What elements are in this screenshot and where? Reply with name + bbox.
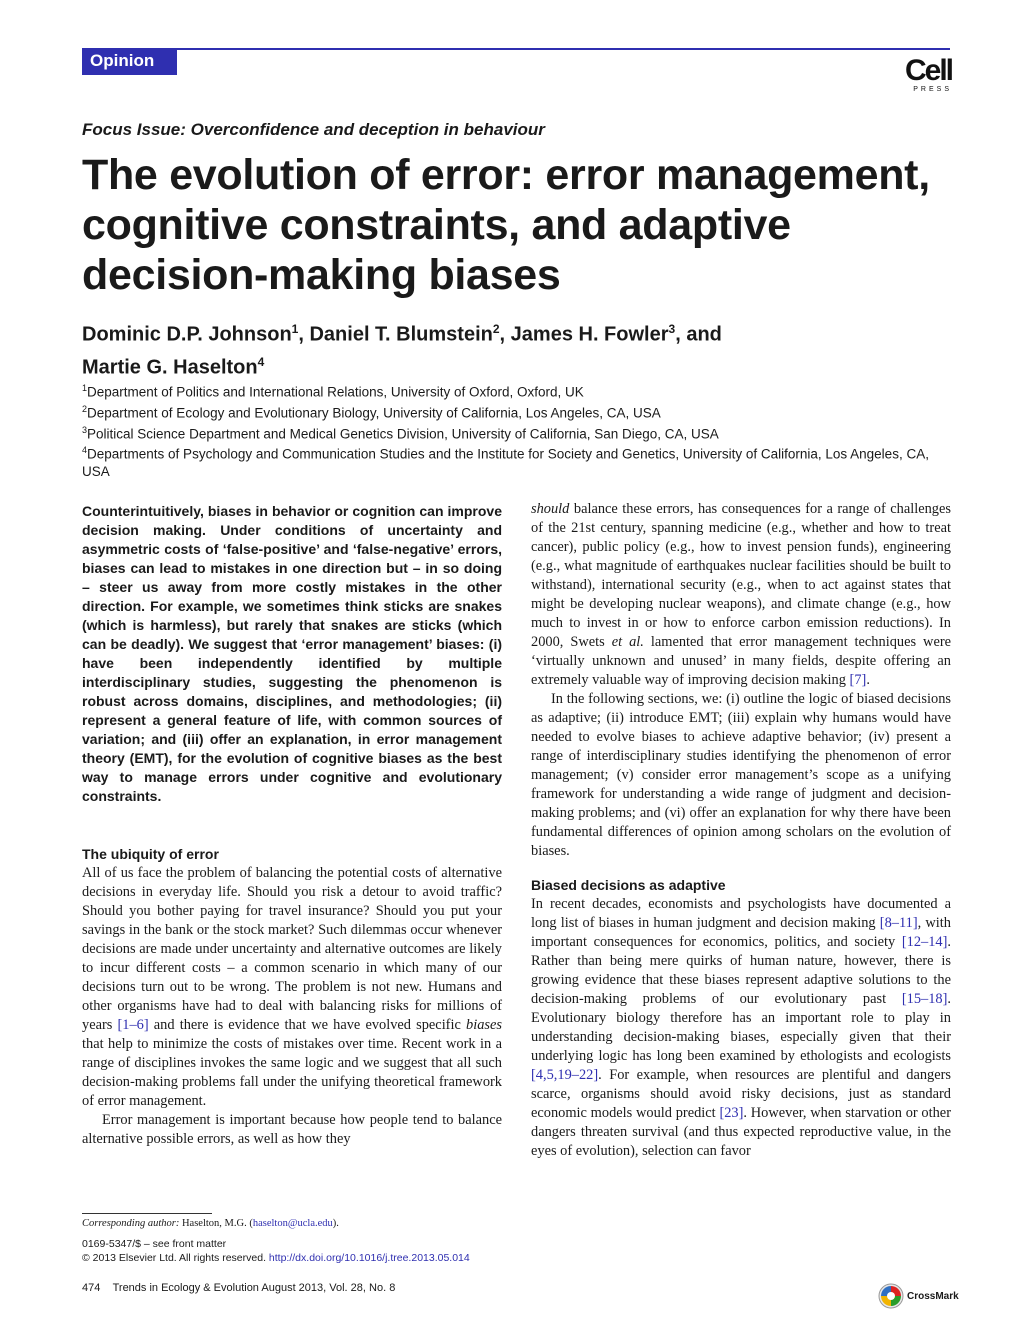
paragraph: [531, 895, 951, 1161]
section-body: [531, 895, 951, 1161]
author-affil-mark: 2: [492, 322, 500, 336]
author-name: James H. Fowler: [510, 323, 669, 346]
author-list: Dominic D.P. Johnson$^1$, Daniel T. Blumstein$^2$, James H. Fowler$^3$, and Martie G. Haselton$^4$: [82, 322, 722, 379]
affil-num: 3: [82, 424, 88, 435]
author-name: Daniel T. Blumstein: [309, 323, 493, 346]
section-heading: Biased decisions as adaptive: [531, 877, 726, 893]
text-emphasis: et al.: [611, 634, 644, 650]
text-run: balance these errors, has consequences for a range of challenges of the 21st century, spanning medicine (e.g., whether and how to treat cancer), public policy (e.g., how to invest pension funds), engineering (e.g., what magnitude of earthquakes nuclear facilities should be built to withstand), international security (e.g., when to act against states that might be developing nuclear weapons), and climate change (e.g., how much to invest in or how to enforce carbon emission reductions). In 2000, Swets: [531, 501, 951, 650]
footnote-rule: [82, 1213, 212, 1214]
focus-issue-label: Focus Issue: Overconfidence and deception in behaviour: [82, 120, 545, 139]
affil-text: Department of Politics and International Relations, University of Oxford, Oxford, UK: [87, 384, 584, 400]
text-run: . However, when starvation or other dangers threaten survival (and thus expected reproductive value, in the eyes of evolution), selection can favor: [531, 1105, 951, 1159]
citation-link[interactable]: [1–6]: [117, 1017, 149, 1033]
logo-text: Cell: [904, 54, 952, 87]
section-heading: The ubiquity of error: [82, 846, 219, 862]
copyright-line: [82, 1251, 470, 1265]
corresponding-label: Corresponding author:: [82, 1218, 180, 1229]
citation-link[interactable]: [15–18]: [901, 991, 948, 1007]
section-tag: Opinion: [82, 48, 177, 75]
affil-num: 1: [82, 383, 88, 393]
text-run: that help to minimize the costs of mistakes over time. Recent work in a range of disciplines invokes the same logic and we suggest that all such decision-making problems fall under the unifying theoretical framework of error management.: [82, 1036, 502, 1109]
text-run: . Evolutionary biology therefore has an important role to play in understanding decision-making biases, especially given that their underlying logic has long been examined by ethologists and ecologists: [531, 991, 951, 1064]
text-run: and there is evidence that we have evolved specific: [153, 1017, 461, 1033]
author-affil-mark: 3: [668, 322, 676, 336]
affiliation: [82, 442, 952, 480]
text-run: . Rather than being mere quirks of human nature, however, there is growing evidence that these biases represent adaptive solutions to the decision-making problems of our evolutionary past: [531, 934, 951, 1007]
text-run: All of us face the problem of balancing the potential costs of alternative decisions in everyday life. Should you risk a detour to avoid traffic? Should you bother paying for travel insurance? Should you put your savings in the bank or the stock market? Such dilemmas occur whenever decisions are made under uncertainty and alternative outcomes are likely to incur different costs – a common scenario in which many of our decisions turn out to be wrong. The problem is not new. Humans and other organisms have had to deal with balancing risks for millions of years: [82, 865, 502, 1033]
text-emphasis: biases: [466, 1017, 502, 1033]
affil-num: 4: [82, 445, 88, 456]
header-rule: [82, 48, 950, 50]
author-name: Dominic D.P. Johnson: [82, 323, 292, 346]
paragraph: In the following sections, we: (i) outline the logic of biased decisions as adaptive; (ii) introduce EMT; (iii) explain why humans would have needed to evolve biases to achieve adaptive behavior; (iv) present a range of interdisciplinary studies identifying the phenomenon of error management; (v) consider error management’s scope as a unifying framework for understanding a wide range of judgment and decision-making problems; and (vi) offer an explanation for why there have been fundamental differences of opinion among scholars on the evolution of biases.: [531, 691, 951, 859]
citation-link[interactable]: [7]: [849, 672, 867, 688]
affiliation: [82, 422, 952, 443]
affil-text: Political Science Department and Medical Genetics Division, University of California, San Diego, CA, USA: [87, 426, 719, 442]
crossmark-badge[interactable]: [878, 1282, 959, 1310]
text-run: , with important consequences for economics, politics, and society: [531, 915, 951, 950]
text-run: .: [866, 672, 870, 688]
paragraph: [531, 500, 951, 690]
section-body: [82, 864, 502, 1149]
author-affil-mark: 4: [257, 354, 265, 369]
page-number: 474: [82, 1282, 101, 1294]
cell-press-logo: [888, 56, 952, 96]
logo-subtext: PRESS: [913, 86, 952, 93]
author-affil-mark: 1: [291, 322, 299, 336]
paragraph: Error management is important because how people tend to balance alternative possible errors, as well as how they: [82, 1112, 502, 1147]
email-link[interactable]: haselton@ucla.edu: [252, 1218, 333, 1229]
doi-link[interactable]: http://dx.doi.org/10.1016/j.tree.2013.05.014: [268, 1252, 470, 1264]
text-run: . For example, when resources are plentiful and dangers scarce, organisms should avoid risky decisions, just as standard economic models would predict: [531, 1067, 951, 1121]
issn-line: 0169-5347/$ – see front matter: [82, 1238, 227, 1250]
crossmark-label: CrossMark: [907, 1290, 959, 1302]
journal-citation: Trends in Ecology & Evolution August 2013, Vol. 28, No. 8: [112, 1282, 396, 1294]
copyright-text: © 2013 Elsevier Ltd. All rights reserved.: [82, 1252, 266, 1264]
section-body: [531, 500, 951, 861]
section-ubiquity: [82, 845, 502, 1149]
citation-link[interactable]: [4,5,19–22]: [531, 1067, 599, 1083]
affiliation: [82, 401, 952, 422]
author-joiner: and: [686, 323, 722, 346]
footnotes: [82, 1217, 470, 1265]
citation-link[interactable]: [8–11]: [879, 915, 918, 931]
abstract: Counterintuitively, biases in behavior or cognition can improve decision making. Under conditions of uncertainty and asymmetric costs of ‘false-positive’ and ‘false-negative’ errors, biases can lead to mistakes in one direction but – in so doing – steer us away from more costly mistakes in the other direction. For example, we sometimes think sticks are snakes (which is harmless), but rarely that snakes are sticks (which can be deadly). We suggest that ‘error management’ biases: (i) have been independently identified by multiple interdisciplinary studies, suggesting the phenomenon is robust across domains, disciplines, and methodologies; (ii) represent a general feature of life, with common sources of variation; and (iii) offer an explanation, in error management theory (EMT), for the evolution of cognitive biases as the best way to manage errors under cognitive and evolutionary constraints.: [82, 503, 502, 804]
affil-text: Department of Ecology and Evolutionary Biology, University of California, Los Angeles, CA, USA: [87, 405, 661, 421]
affiliation: [82, 380, 952, 401]
page-footer: [82, 1282, 395, 1294]
text-run: lamented that error management techniques were ‘virtually unknown and unused’ in many fields, despite offering an extremely valuable way of improving decision making: [531, 634, 952, 688]
affil-text: Departments of Psychology and Communication Studies and the Institute for Society and Genetics, University of California, Los Angeles, CA, USA: [82, 446, 929, 480]
corresponding-name: Haselton, M.G.: [181, 1218, 247, 1229]
citation-link[interactable]: [12–14]: [901, 934, 948, 950]
right-column: [531, 500, 951, 1161]
article-title: The evolution of error: error management, cognitive constraints, and adaptive decision-making biases: [82, 151, 930, 299]
corresponding-author: Corresponding author: Haselton, M.G. (haselton@ucla.edu).: [82, 1218, 339, 1229]
affiliations: [82, 380, 952, 480]
citation-link[interactable]: [23]: [719, 1105, 744, 1121]
paragraph: [82, 864, 502, 1111]
crossmark-icon: [878, 1283, 904, 1309]
text-emphasis: should: [531, 501, 570, 517]
text-run: In recent decades, economists and psychologists have documented a long list of biases in human judgment and decision making: [531, 896, 951, 931]
author-name: Martie G. Haselton: [82, 356, 258, 379]
affil-num: 2: [82, 403, 88, 414]
